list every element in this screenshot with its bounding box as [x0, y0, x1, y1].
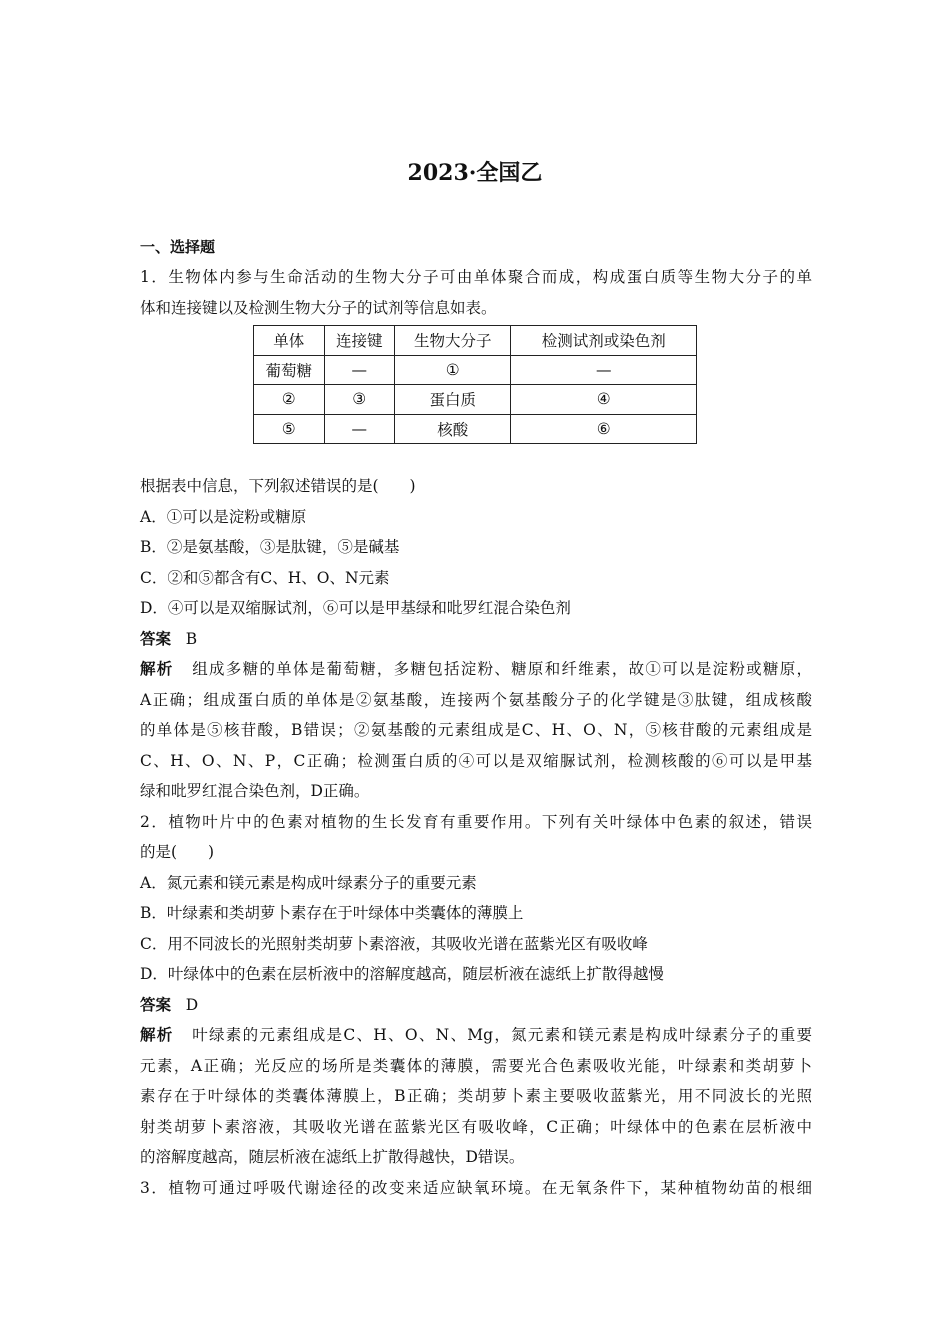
- table-cell: ②: [254, 385, 325, 415]
- analysis-line: 的溶解度越高，随层析液在滤纸上扩散得越快，D错误。: [140, 1148, 525, 1166]
- table-cell: ④: [511, 385, 697, 415]
- question-2-stem: 2．植物叶片中的色素对植物的生长发育有重要作用。下列有关叶绿体中色素的叙述，错误: [140, 812, 812, 831]
- analysis-line: 解析 叶绿素的元素组成是C、H、O、N、Mg，氮元素和镁元素是构成叶绿素分子的重要: [140, 1025, 812, 1044]
- table-header: 连接键: [324, 326, 395, 356]
- analysis-line: A正确；组成蛋白质的单体是②氨基酸，连接两个氨基酸分子的化学键是③肽键，组成核酸: [140, 690, 812, 709]
- analysis-line: C、H、O、N、P，C正确；检测蛋白质的④可以是双缩脲试剂，检测核酸的⑥可以是甲基: [140, 751, 812, 770]
- answer-line: 答案 B: [140, 628, 198, 648]
- table-cell: ⑥: [511, 414, 697, 444]
- table-cell: 葡萄糖: [254, 355, 325, 385]
- question-3-stem: 3．植物可通过呼吸代谢途径的改变来适应缺氧环境。在无氧条件下，某种植物幼苗的根细: [140, 1178, 812, 1197]
- option: B．②是氨基酸，③是肽键，⑤是碱基: [140, 538, 400, 556]
- question-body: [140, 471, 812, 1203]
- section-heading: 一、选择题: [140, 238, 216, 256]
- option: A．氮元素和镁元素是构成叶绿素分子的重要元素: [140, 873, 477, 892]
- answer-line: 答案 D: [140, 994, 199, 1014]
- analysis-line: 元素，A正确；光反应的场所是类囊体的薄膜，需要光合色素吸收光能，叶绿素和类胡萝卜: [140, 1056, 812, 1075]
- table-cell: 蛋白质: [395, 385, 511, 415]
- option: C．②和⑤都含有C、H、O、N元素: [140, 568, 390, 587]
- table-row: [254, 385, 697, 415]
- answer: B: [185, 629, 198, 648]
- option: D．叶绿体中的色素在层析液中的溶解度越高，随层析液在滤纸上扩散得越慢: [140, 965, 664, 983]
- analysis-line: 素存在于叶绿体的类囊体薄膜上，B正确；类胡萝卜素主要吸收蓝紫光，用不同波长的光照: [140, 1087, 812, 1105]
- option: B．叶绿素和类胡萝卜素存在于叶绿体中类囊体的薄膜上: [140, 904, 524, 922]
- table-cell: ③: [324, 385, 395, 415]
- table-header: 单体: [254, 326, 325, 356]
- table-cell: —: [511, 355, 697, 385]
- analysis-line: 绿和吡罗红混合染色剂，D正确。: [140, 782, 370, 800]
- table-cell: ①: [395, 355, 511, 385]
- info-table: [253, 325, 697, 444]
- answer: D: [185, 995, 199, 1014]
- table-row: [254, 414, 697, 444]
- analysis-line: 的单体是⑤核苷酸，B错误；②氨基酸的元素组成是C、H、O、N，⑤核苷酸的元素组成是: [140, 721, 812, 739]
- option: D．④可以是双缩脲试剂，⑥可以是甲基绿和吡罗红混合染色剂: [140, 599, 571, 617]
- question-2-stem: 的是( ): [140, 843, 215, 861]
- table-cell: —: [324, 355, 395, 385]
- table-row: [254, 355, 697, 385]
- question-1-stem: 1．生物体内参与生命活动的生物大分子可由单体聚合而成，构成蛋白质等生物大分子的单 体和连接键以及检测生物大分子的试剂等信息如表。: [140, 268, 812, 317]
- analysis-line: 解析 组成多糖的单体是葡萄糖，多糖包括淀粉、糖原和纤维素，故①可以是淀粉或糖原，: [140, 659, 812, 678]
- question-1-prompt: 根据表中信息，下列叙述错误的是( ): [140, 477, 416, 495]
- table-cell: —: [324, 414, 395, 444]
- table-header: 检测试剂或染色剂: [511, 326, 697, 356]
- table-cell: ⑤: [254, 414, 325, 444]
- table-header-row: [254, 326, 697, 356]
- page-title: 2023·全国乙: [407, 160, 543, 186]
- table-header: 生物大分子: [395, 326, 511, 356]
- table-cell: 核酸: [395, 414, 511, 444]
- option: C．用不同波长的光照射类胡萝卜素溶液，其吸收光谱在蓝紫光区有吸收峰: [140, 934, 648, 953]
- option: A．①可以是淀粉或糖原: [140, 507, 307, 526]
- analysis-line: 射类胡萝卜素溶液，其吸收光谱在蓝紫光区有吸收峰，C正确；叶绿体中的色素在层析液中: [140, 1117, 812, 1136]
